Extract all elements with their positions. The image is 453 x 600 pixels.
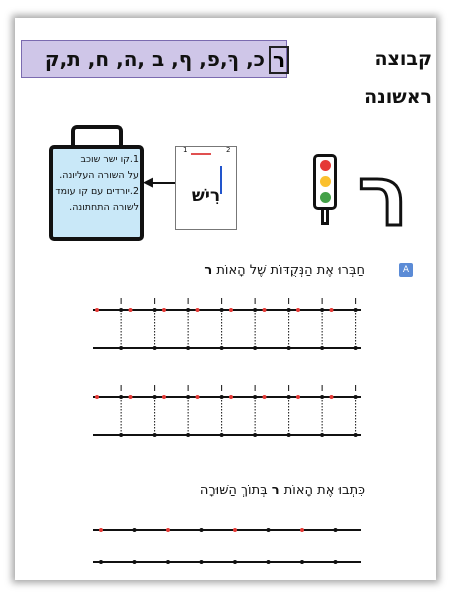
page-title: קבוצה ראשונה: [364, 48, 432, 108]
start-dot: [162, 395, 166, 399]
trace-row-svg: [93, 296, 361, 358]
corner-dot: [287, 395, 291, 399]
corner-dot: [287, 308, 291, 312]
end-dot: [253, 346, 257, 350]
corner-dot: [354, 395, 358, 399]
end-dot: [287, 433, 291, 437]
start-dot: [229, 395, 233, 399]
end-dot: [153, 433, 157, 437]
start-dot: [95, 308, 99, 312]
corner-dot: [354, 308, 358, 312]
start-dot: [129, 395, 133, 399]
instruction-connect-dots: [135, 263, 365, 278]
guide-dot: [133, 560, 137, 564]
guide-dot: [233, 560, 237, 564]
guide-dot: [133, 528, 137, 532]
corner-dot: [220, 308, 224, 312]
start-dot: [296, 395, 300, 399]
end-dot: [119, 433, 123, 437]
trace-row-svg: [93, 383, 361, 445]
letters-group: כ, ךּ,פ, ף, ב ,ה, ח, ת,ק: [44, 47, 265, 71]
end-dot: [320, 433, 324, 437]
instruction-glyph: ר: [271, 483, 280, 498]
guide-dot: [334, 528, 338, 532]
end-dot: [253, 433, 257, 437]
briefcase-instructions: [55, 152, 139, 216]
start-dot: [296, 308, 300, 312]
guide-dot: [267, 528, 271, 532]
start-dot: [162, 308, 166, 312]
guide-dot: [300, 528, 304, 532]
stroke-arrow-horizontal: [191, 153, 211, 155]
worksheet-page: [15, 18, 436, 580]
start-dot: [129, 308, 133, 312]
guide-dot: [300, 560, 304, 564]
end-dot: [186, 346, 190, 350]
translate-icon[interactable]: A: [399, 263, 413, 277]
start-dot: [330, 308, 334, 312]
instruction-text: חַבְּרוּ אֶת הַנְּקֻדּוֹת שֶׁל הָאוֹת: [216, 263, 365, 278]
instruction-line: 1.קו ישר שוכב: [80, 154, 139, 165]
corner-dot: [119, 308, 123, 312]
guide-dot: [200, 560, 204, 564]
corner-dot: [186, 395, 190, 399]
guide-dot: [99, 528, 103, 532]
corner-dot: [153, 308, 157, 312]
guide-dot: [166, 528, 170, 532]
corner-dot: [119, 395, 123, 399]
start-dot: [330, 395, 334, 399]
arrow-left-icon: ◀: [143, 175, 153, 190]
end-dot: [119, 346, 123, 350]
corner-dot: [320, 395, 324, 399]
trace-row: [93, 383, 361, 445]
corner-dot: [153, 395, 157, 399]
guide-dot: [200, 528, 204, 532]
trace-row: [93, 296, 361, 358]
end-dot: [354, 433, 358, 437]
main-letter: ר: [269, 46, 289, 74]
guide-dot: [99, 560, 103, 564]
start-dot: [95, 395, 99, 399]
instruction-text: בְּתוֹךְ הַשּׁוּרָה: [199, 483, 268, 498]
traffic-light-red: [320, 160, 331, 171]
instruction-write: [115, 483, 365, 498]
guide-dot: [166, 560, 170, 564]
instruction-text: כִּתְבוּ אֶת הָאוֹת: [283, 483, 365, 498]
write-row: [93, 518, 361, 568]
corner-dot: [320, 308, 324, 312]
end-dot: [287, 346, 291, 350]
traffic-light-icon: [313, 154, 337, 210]
traffic-light-yellow: [320, 176, 331, 187]
example-word: רִישׁ: [191, 186, 221, 206]
briefcase-handle: [71, 125, 123, 147]
instruction-line: 2.יורדים עם קו עומד: [55, 186, 139, 197]
guide-dot: [334, 560, 338, 564]
traffic-light-pole: [321, 208, 329, 225]
start-dot: [196, 308, 200, 312]
end-dot: [354, 346, 358, 350]
corner-dot: [253, 395, 257, 399]
guide-dot: [233, 528, 237, 532]
write-row-svg: [93, 518, 361, 568]
corner-dot: [220, 395, 224, 399]
end-dot: [320, 346, 324, 350]
start-dot: [196, 395, 200, 399]
instruction-line: על השורה העליונה.: [59, 170, 139, 181]
end-dot: [220, 433, 224, 437]
corner-dot: [186, 308, 190, 312]
end-dot: [153, 346, 157, 350]
end-dot: [220, 346, 224, 350]
guide-dot: [267, 560, 271, 564]
big-letter: ר: [357, 147, 409, 245]
corner-dot: [253, 308, 257, 312]
stroke-number: 1: [183, 146, 188, 154]
instruction-glyph: ר: [204, 263, 213, 278]
instruction-line: לשורה התחתונה.: [69, 202, 139, 213]
end-dot: [186, 433, 190, 437]
start-dot: [263, 308, 267, 312]
stroke-number: 2: [226, 146, 231, 154]
start-dot: [229, 308, 233, 312]
traffic-light-green: [320, 192, 331, 203]
start-dot: [263, 395, 267, 399]
